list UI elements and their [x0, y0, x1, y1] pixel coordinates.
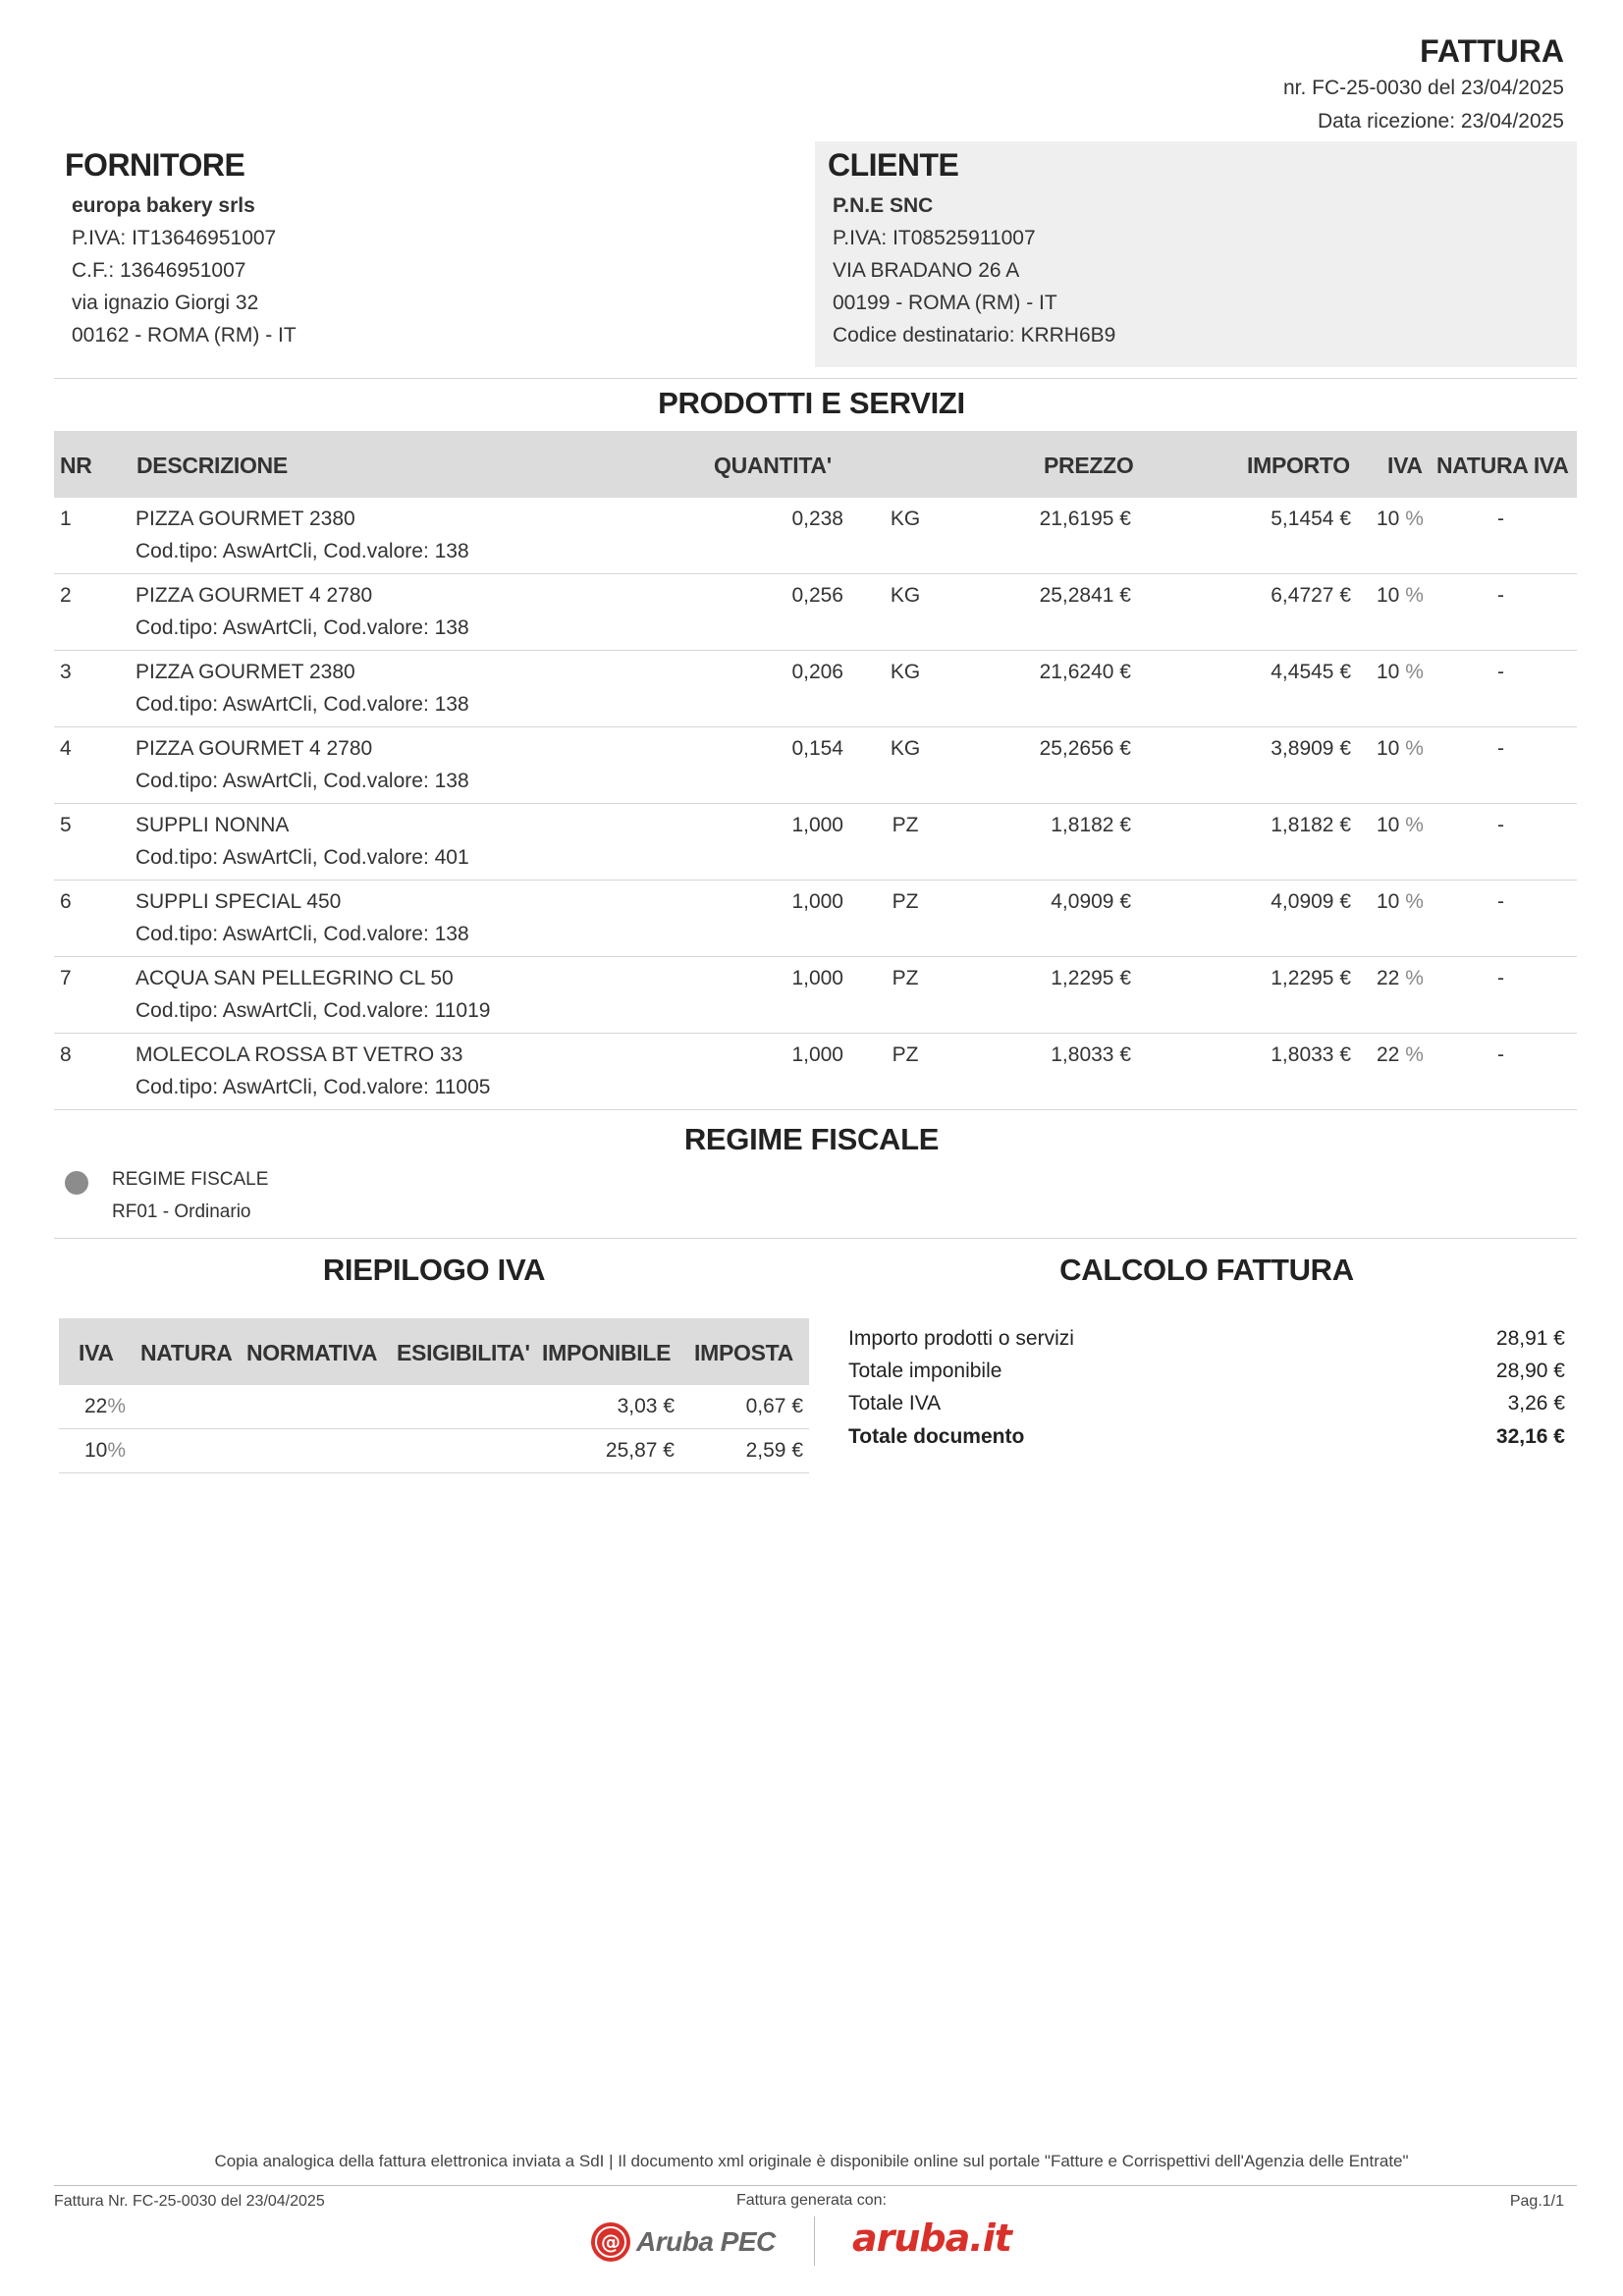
table-row [54, 651, 1577, 727]
aruba-pec-text: Aruba PEC [636, 2226, 776, 2257]
divider [54, 1238, 1577, 1239]
row-nature: - [1497, 584, 1504, 607]
calc-value: 3,26 € [1507, 1392, 1565, 1415]
row-code: Cod.tipo: AswArtCli, Cod.valore: 11005 [135, 1076, 491, 1098]
supplier-city: 00162 - ROMA (RM) - IT [72, 324, 297, 347]
row-amount: 6,4727 € [1271, 584, 1351, 607]
table-row [54, 804, 1577, 881]
calc-label: Importo prodotti o servizi [848, 1327, 1074, 1350]
row-nr: 8 [60, 1043, 72, 1066]
table-row [54, 574, 1577, 651]
divider [814, 2216, 815, 2266]
client-name: P.N.E SNC [833, 194, 934, 217]
table-row [54, 727, 1577, 804]
products-table-header [54, 431, 1577, 498]
table-row [54, 498, 1577, 574]
row-nature: - [1497, 737, 1504, 760]
row-nr: 7 [60, 967, 72, 989]
row-quantity: 0,238 [791, 507, 843, 530]
row-amount: 1,2295 € [1271, 967, 1351, 989]
table-row [54, 957, 1577, 1034]
row-iva: 10 % [1377, 584, 1424, 607]
col-iva: IVA [79, 1340, 114, 1365]
col-quantity: QUANTITA' [714, 453, 832, 478]
iva-summary-title: RIEPILOGO IVA [322, 1253, 546, 1287]
row-imponibile: 3,03 € [617, 1395, 675, 1417]
row-nature: - [1497, 1043, 1504, 1066]
calc-row-total [848, 1425, 1565, 1458]
invoice-number: nr. FC-25-0030 del 23/04/2025 [1282, 77, 1564, 99]
row-nature: - [1497, 890, 1504, 913]
row-nr: 2 [60, 584, 72, 607]
regime-title: REGIME FISCALE [683, 1122, 940, 1156]
col-imposta: IMPOSTA [694, 1340, 793, 1365]
row-price: 25,2656 € [1039, 737, 1131, 760]
divider [54, 378, 1577, 379]
calc-label: Totale documento [848, 1425, 1025, 1448]
col-nature: NATURA IVA [1436, 453, 1569, 478]
row-description: SUPPLI NONNA [135, 814, 290, 836]
client-block [815, 141, 1577, 367]
row-quantity: 1,000 [791, 1043, 843, 1066]
row-unit: KG [890, 737, 921, 760]
aruba-it-logo: aruba.it [852, 2216, 1011, 2260]
row-description: PIZZA GOURMET 4 2780 [135, 737, 373, 760]
row-price: 21,6240 € [1039, 661, 1131, 683]
row-iva: 10 % [1377, 661, 1424, 683]
calc-title: CALCOLO FATTURA [1059, 1253, 1354, 1287]
row-nature: - [1497, 814, 1504, 836]
row-quantity: 0,154 [791, 737, 843, 760]
row-description: PIZZA GOURMET 2380 [135, 507, 355, 530]
client-title: CLIENTE [828, 147, 959, 183]
row-quantity: 0,206 [791, 661, 843, 683]
row-quantity: 1,000 [791, 967, 843, 989]
svg-text:@: @ [601, 2230, 621, 2254]
col-description: DESCRIZIONE [136, 453, 288, 478]
aruba-pec-logo [589, 2220, 785, 2264]
col-amount: IMPORTO [1247, 453, 1350, 478]
bullet-icon [65, 1171, 88, 1195]
iva-table-header [59, 1318, 809, 1385]
client-recipient-code: Codice destinatario: KRRH6B9 [833, 324, 1116, 347]
supplier-title: FORNITORE [65, 147, 245, 183]
footer-note: Copia analogica della fattura elettronica inviata a SdI | Il documento xml originale è disponibile online sul portale "Fatture e Corrispettivi dell'Agenzia delle Entrate" [214, 2152, 1409, 2170]
row-price: 4,0909 € [1051, 890, 1131, 913]
row-code: Cod.tipo: AswArtCli, Cod.valore: 401 [135, 846, 469, 869]
row-description: SUPPLI SPECIAL 450 [135, 890, 342, 913]
calc-value: 32,16 € [1495, 1425, 1565, 1448]
calc-row-iva [848, 1392, 1565, 1424]
row-code: Cod.tipo: AswArtCli, Cod.valore: 11019 [135, 999, 491, 1022]
calc-value: 28,91 € [1495, 1327, 1565, 1350]
table-row [54, 1034, 1577, 1110]
row-imponibile: 25,87 € [605, 1439, 675, 1462]
row-price: 1,8182 € [1051, 814, 1131, 836]
col-imponibile: IMPONIBILE [542, 1340, 672, 1365]
aruba-pec-seal-icon [589, 2220, 632, 2264]
row-unit: KG [890, 507, 921, 530]
row-iva: 10% [84, 1439, 127, 1462]
row-amount: 3,8909 € [1271, 737, 1351, 760]
row-iva: 22 % [1377, 967, 1424, 989]
invoice-title: FATTURA [1420, 33, 1564, 69]
client-city: 00199 - ROMA (RM) - IT [833, 292, 1057, 314]
row-amount: 1,8182 € [1271, 814, 1351, 836]
row-iva: 22% [84, 1395, 127, 1417]
regime-label: REGIME FISCALE [112, 1169, 269, 1190]
row-amount: 4,4545 € [1271, 661, 1351, 683]
col-nature: NATURA [140, 1340, 233, 1365]
row-quantity: 1,000 [791, 890, 843, 913]
row-price: 25,2841 € [1039, 584, 1131, 607]
col-price: PREZZO [1044, 453, 1134, 478]
row-iva: 10 % [1377, 507, 1424, 530]
row-iva: 10 % [1377, 890, 1424, 913]
col-esigibilita: ESIGIBILITA' [397, 1340, 530, 1365]
row-imposta: 0,67 € [745, 1395, 803, 1417]
row-nr: 1 [60, 507, 72, 530]
calc-label: Totale imponibile [848, 1360, 1002, 1382]
row-description: PIZZA GOURMET 2380 [135, 661, 355, 683]
client-address: VIA BRADANO 26 A [833, 259, 1020, 282]
row-amount: 4,0909 € [1271, 890, 1351, 913]
row-amount: 1,8033 € [1271, 1043, 1351, 1066]
supplier-cf: C.F.: 13646951007 [72, 259, 246, 282]
row-nature: - [1497, 967, 1504, 989]
col-normative: NORMATIVA [246, 1340, 378, 1365]
row-nature: - [1497, 661, 1504, 683]
footer-generated-by: Fattura generata con: [736, 2192, 887, 2209]
calc-label: Totale IVA [848, 1392, 942, 1415]
supplier-address: via ignazio Giorgi 32 [72, 292, 259, 314]
client-piva: P.IVA: IT08525911007 [833, 227, 1036, 249]
row-description: MOLECOLA ROSSA BT VETRO 33 [135, 1043, 463, 1066]
row-price: 1,8033 € [1051, 1043, 1131, 1066]
row-iva: 10 % [1377, 737, 1424, 760]
col-nr: NR [60, 453, 92, 478]
row-nature: - [1497, 507, 1504, 530]
row-imposta: 2,59 € [745, 1439, 803, 1462]
supplier-piva: P.IVA: IT13646951007 [72, 227, 277, 249]
row-unit: KG [890, 584, 921, 607]
row-unit: PZ [892, 890, 919, 913]
row-iva: 22 % [1377, 1043, 1424, 1066]
row-nr: 6 [60, 890, 72, 913]
row-nr: 3 [60, 661, 72, 683]
divider [54, 2185, 1577, 2186]
table-row [59, 1385, 809, 1429]
row-quantity: 1,000 [791, 814, 843, 836]
table-row [54, 881, 1577, 957]
calc-value: 28,90 € [1495, 1360, 1565, 1382]
row-price: 21,6195 € [1039, 507, 1131, 530]
products-title: PRODOTTI E SERVIZI [658, 386, 965, 420]
row-code: Cod.tipo: AswArtCli, Cod.valore: 138 [135, 616, 469, 639]
row-iva: 10 % [1377, 814, 1424, 836]
row-description: PIZZA GOURMET 4 2780 [135, 584, 373, 607]
row-code: Cod.tipo: AswArtCli, Cod.valore: 138 [135, 770, 469, 792]
row-nr: 5 [60, 814, 72, 836]
row-quantity: 0,256 [791, 584, 843, 607]
supplier-name: europa bakery srls [72, 194, 255, 217]
col-iva: IVA [1387, 453, 1423, 478]
invoice-received-date: Data ricezione: 23/04/2025 [1317, 110, 1564, 133]
row-nr: 4 [60, 737, 72, 760]
regime-value: RF01 - Ordinario [112, 1201, 251, 1222]
row-unit: PZ [892, 1043, 919, 1066]
row-amount: 5,1454 € [1271, 507, 1351, 530]
row-code: Cod.tipo: AswArtCli, Cod.valore: 138 [135, 693, 469, 716]
supplier-block [65, 147, 791, 351]
row-unit: PZ [892, 814, 919, 836]
table-row [59, 1429, 809, 1473]
calc-row-products [848, 1327, 1565, 1360]
footer-invoice-ref: Fattura Nr. FC-25-0030 del 23/04/2025 [54, 2193, 325, 2210]
footer-page-number: Pag.1/1 [1509, 2193, 1564, 2210]
row-code: Cod.tipo: AswArtCli, Cod.valore: 138 [135, 540, 469, 562]
row-description: ACQUA SAN PELLEGRINO CL 50 [135, 967, 454, 989]
row-code: Cod.tipo: AswArtCli, Cod.valore: 138 [135, 923, 469, 945]
calc-row-imponibile [848, 1360, 1565, 1392]
row-unit: KG [890, 661, 921, 683]
row-price: 1,2295 € [1051, 967, 1131, 989]
row-unit: PZ [892, 967, 919, 989]
